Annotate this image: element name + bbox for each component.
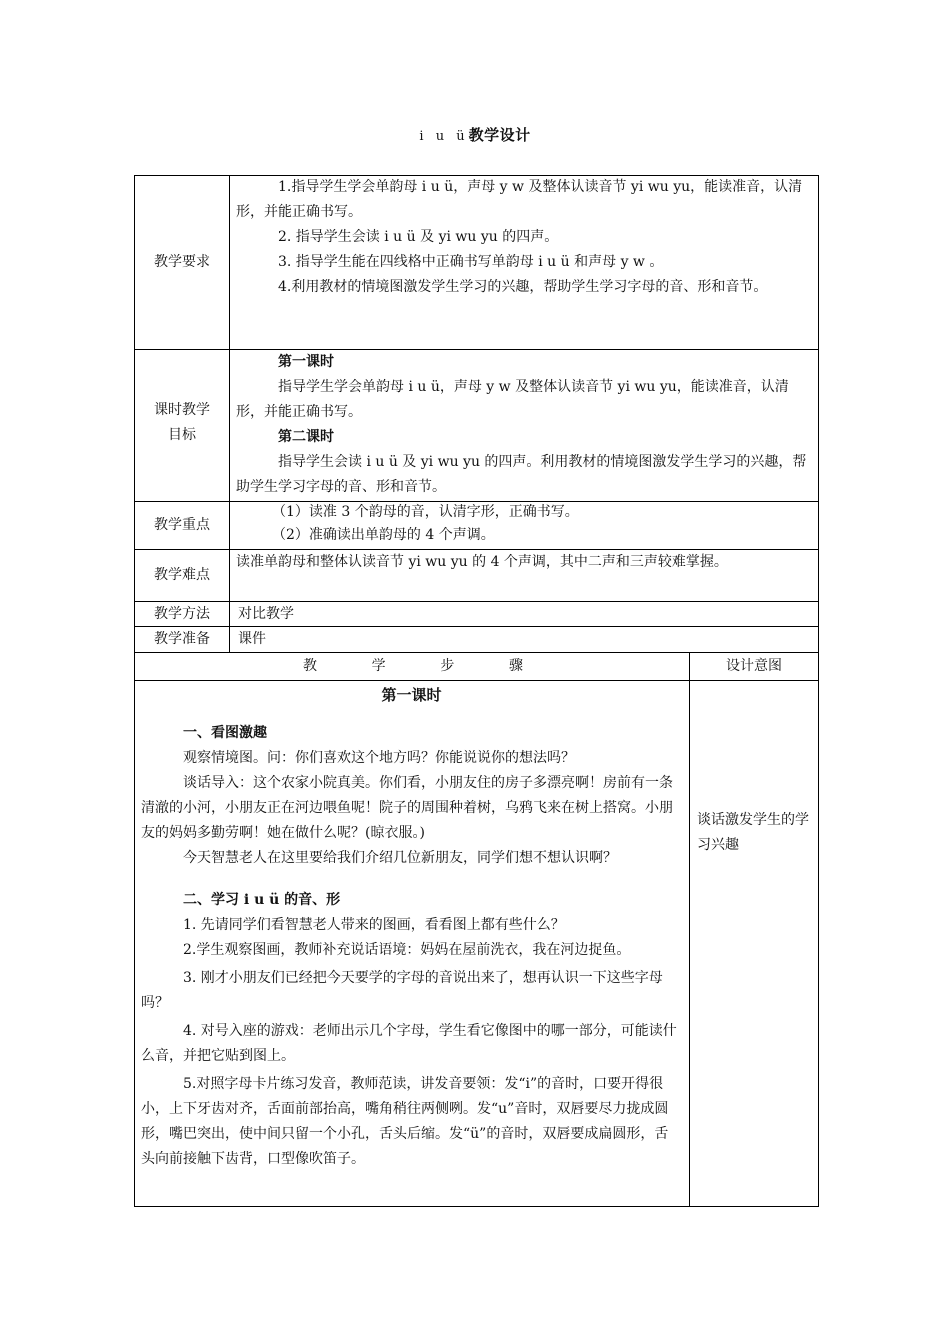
requirement-item: 1.指导学生学会单韵母 i u ü，声母 y w 及整体认读音节 yi wu yu，能读准音，认清形，并能正确书写。 (236, 179, 803, 220)
lesson2-text: 指导学生会读 i u ü 及 yi wu yu 的四声。利用教材的情境图激发学生学习的兴趣，帮助学生学习字母的音、形和音节。 (236, 454, 807, 495)
steps-content (141, 681, 682, 1172)
page-title (0, 124, 950, 145)
section1-paragraph: 谈话导入：这个农家小院真美。你们看，小朋友住的房子多漂亮啊！房前有一条清澈的小河，小朋友正在河边喂鱼呢！院子的周围种着树，乌鸦飞来在树上搭窝。小朋友的妈妈多勤劳啊！她在做什么呢？(晾衣服。) (141, 775, 673, 841)
key-point-item: （2）准确读出单韵母的 4 个声调。 (272, 527, 495, 543)
requirements-label: 教学要求 (154, 254, 210, 270)
intent-text: 谈话激发学生的学习兴趣 (697, 812, 809, 853)
objectives-label-line1: 课时教学 (154, 402, 210, 418)
section2-paragraph: 3. 刚才小朋友们已经把今天要学的字母的音说出来了，想再认识一下这些字母吗？ (141, 970, 663, 1011)
preparation-value: 课件 (238, 631, 266, 647)
objectives-label (135, 398, 229, 448)
difficulties-content (236, 550, 810, 575)
section1-paragraph: 今天智慧老人在这里要给我们介绍几位新朋友，同学们想不想认识啊？ (183, 850, 617, 866)
section1-heading: 一、看图激趣 (183, 725, 267, 741)
lesson1-text: 指导学生学会单韵母 i u ü，声母 y w 及整体认读音节 yi wu yu，能读准音，认清形，并能正确书写。 (236, 379, 789, 420)
lesson2-title: 第二课时 (278, 429, 334, 445)
steps-header-char: 教 (303, 658, 317, 674)
table-border-right (818, 175, 819, 1207)
steps-header-char: 骤 (508, 658, 523, 674)
requirements-content (236, 175, 810, 300)
table-border-bottom (134, 1206, 819, 1207)
requirement-item: 2. 指导学生会读 i u ü 及 yi wu yu 的四声。 (278, 229, 559, 245)
steps-header-char: 学 (371, 658, 386, 674)
method-value: 对比教学 (238, 606, 294, 622)
section1-paragraph: 观察情境图。问：你们喜欢这个地方吗？你能说说你的想法吗？ (183, 750, 575, 766)
difficulties-text: 读准单韵母和整体认读音节 yi wu yu 的 4 个声调，其中二声和三声较难掌握。 (236, 554, 728, 570)
column-divider (229, 175, 230, 653)
objectives-label-line2: 目标 (168, 427, 196, 443)
column-divider (689, 652, 690, 1207)
title-text: 教学设计 (468, 126, 531, 144)
section2-heading: 二、学习 i u ü 的音、形 (183, 892, 341, 908)
key-point-item: （1）读准 3 个韵母的音，认清字形，正确书写。 (272, 504, 579, 520)
section2-paragraph: 2.学生观察图画，教师补充说话语境：妈妈在屋前洗衣，我在河边捉鱼。 (183, 942, 631, 958)
intent-header: 设计意图 (726, 658, 782, 674)
steps-header-char: 步 (440, 658, 455, 674)
preparation-label: 教学准备 (154, 631, 210, 647)
objectives-content (236, 350, 810, 500)
difficulties-label: 教学难点 (154, 567, 210, 583)
steps-lesson-title: 第一课时 (381, 686, 442, 704)
section2-paragraph: 1. 先请同学们看智慧老人带来的图画，看看图上都有些什么？ (183, 917, 565, 933)
requirement-item: 3. 指导学生能在四线格中正确书写单韵母 i u ü 和声母 y w 。 (278, 254, 664, 270)
title-latin: i u ü (419, 129, 469, 144)
key-points-content (236, 501, 810, 547)
section2-paragraph: 4. 对号入座的游戏：老师出示几个字母，学生看它像图中的哪一部分，可能读什么音，并把它贴到图上。 (141, 1023, 677, 1064)
method-label: 教学方法 (154, 606, 210, 622)
steps-header (303, 653, 523, 680)
requirement-item: 4.利用教材的情境图激发学生学习的兴趣，帮助学生学习字母的音、形和音节。 (278, 279, 768, 295)
section2-paragraph: 5.对照字母卡片练习发音，教师范读，讲发音要领：发“i”的音时，口要开得很小，上下牙齿对齐，舌面前部抬高，嘴角稍往两侧咧。发“u”音时，双唇要尽力拢成圆形，嘴巴突出，使中间只留一个小孔，舌头后缩。发“ü”的音时，双唇要成扁圆形，舌头向前接触下齿背，口型像吹笛子。 (141, 1076, 669, 1167)
lesson1-title: 第一课时 (278, 354, 334, 370)
key-points-label: 教学重点 (154, 517, 210, 533)
